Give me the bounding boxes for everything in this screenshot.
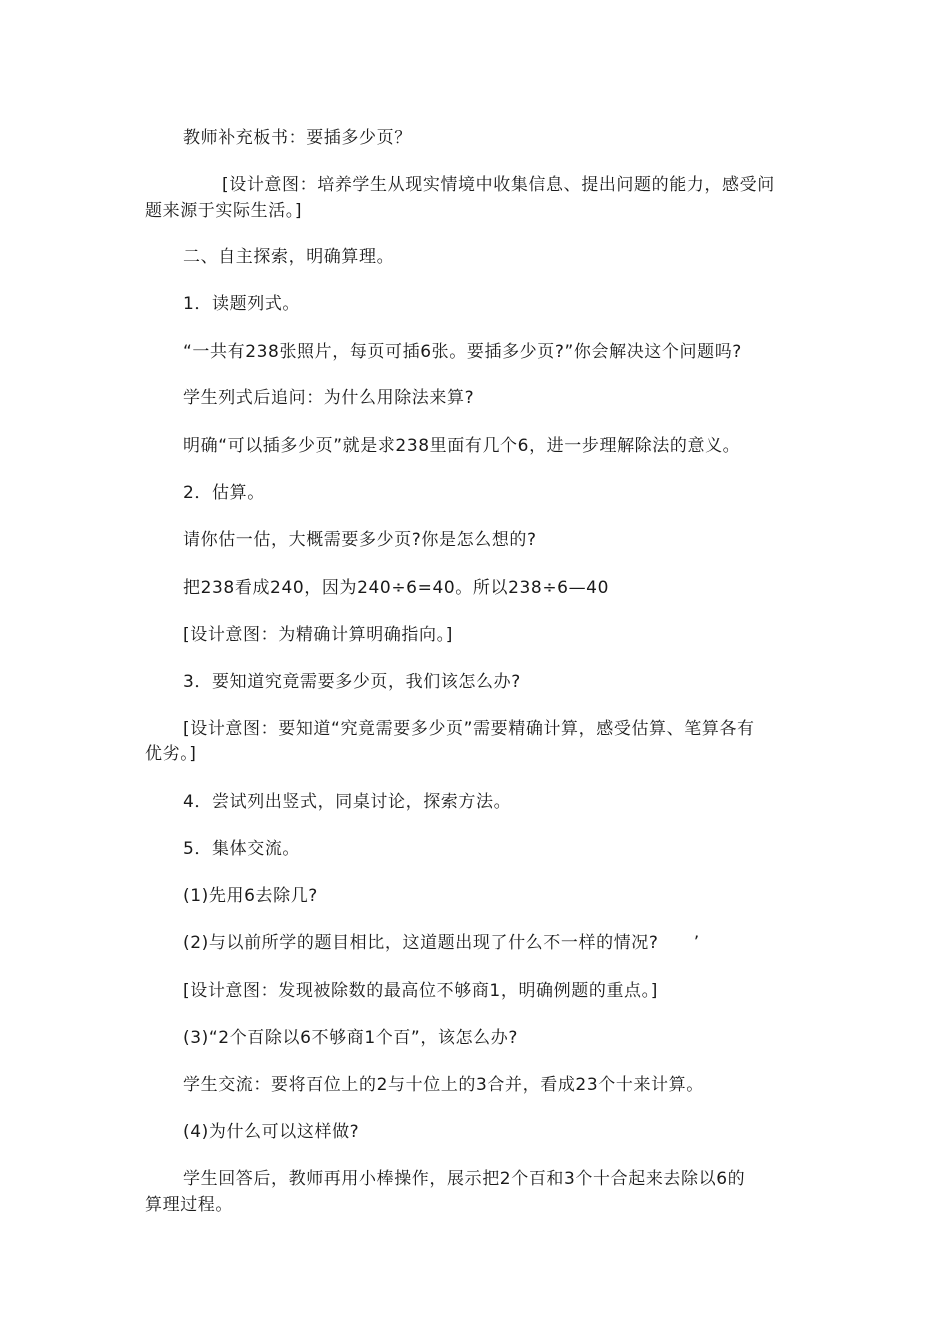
step-3-heading: 3．要知道究竟需要多少页，我们该怎么办? <box>183 672 521 692</box>
question-4: (4)为什么可以这样做? <box>183 1122 360 1142</box>
step-4-heading: 4．尝试列出竖式，同桌讨论，探索方法。 <box>183 792 512 812</box>
step-2-heading: 2．估算。 <box>183 483 265 503</box>
design-intent-1-line2: 题来源于实际生活。] <box>145 201 303 221</box>
teacher-demo-line2: 算理过程。 <box>145 1195 233 1215</box>
step-1-heading: 1．读题列式。 <box>183 294 301 314</box>
student-exchange: 学生交流：要将百位上的2与十位上的3合并，看成23个十来计算。 <box>183 1075 704 1095</box>
step-5-heading: 5．集体交流。 <box>183 839 301 859</box>
estimate-question: 请你估一估，大概需要多少页?你是怎么想的? <box>183 530 537 550</box>
estimate-answer: 把238看成240，因为240÷6=40。所以238÷6—40 <box>183 578 610 598</box>
division-meaning: 明确“可以插多少页”就是求238里面有几个6，进一步理解除法的意义。 <box>183 436 741 456</box>
teacher-demo-line1: 学生回答后，教师再用小棒操作，展示把2个百和3个十合起来去除以6的 <box>183 1169 746 1189</box>
design-intent-4: [设计意图：发现被除数的最高位不够商1，明确例题的重点。] <box>183 981 658 1001</box>
follow-up-question: 学生列式后追问：为什么用除法来算? <box>183 388 475 408</box>
question-2: (2)与以前所学的题目相比，这道题出现了什么不一样的情况? ’ <box>183 933 700 953</box>
design-intent-3-line1: [设计意图：要知道“究竟需要多少页”需要精确计算，感受估算、笔算各有 <box>183 719 755 739</box>
design-intent-1-line1: [设计意图：培养学生从现实情境中收集信息、提出问题的能力，感受问 <box>222 175 775 195</box>
question-1: (1)先用6去除几? <box>183 886 318 906</box>
design-intent-2: [设计意图：为精确计算明确指向。] <box>183 625 453 645</box>
problem-statement: “一共有238张照片，每页可插6张。要插多少页?”你会解决这个问题吗? <box>183 342 742 362</box>
design-intent-3-line2: 优劣。] <box>145 744 197 764</box>
board-note: 教师补充板书：要插多少页？ <box>183 128 412 148</box>
section-heading: 二、自主探索，明确算理。 <box>183 247 395 267</box>
question-3: (3)“2个百除以6不够商1个百”，该怎么办? <box>183 1028 518 1048</box>
